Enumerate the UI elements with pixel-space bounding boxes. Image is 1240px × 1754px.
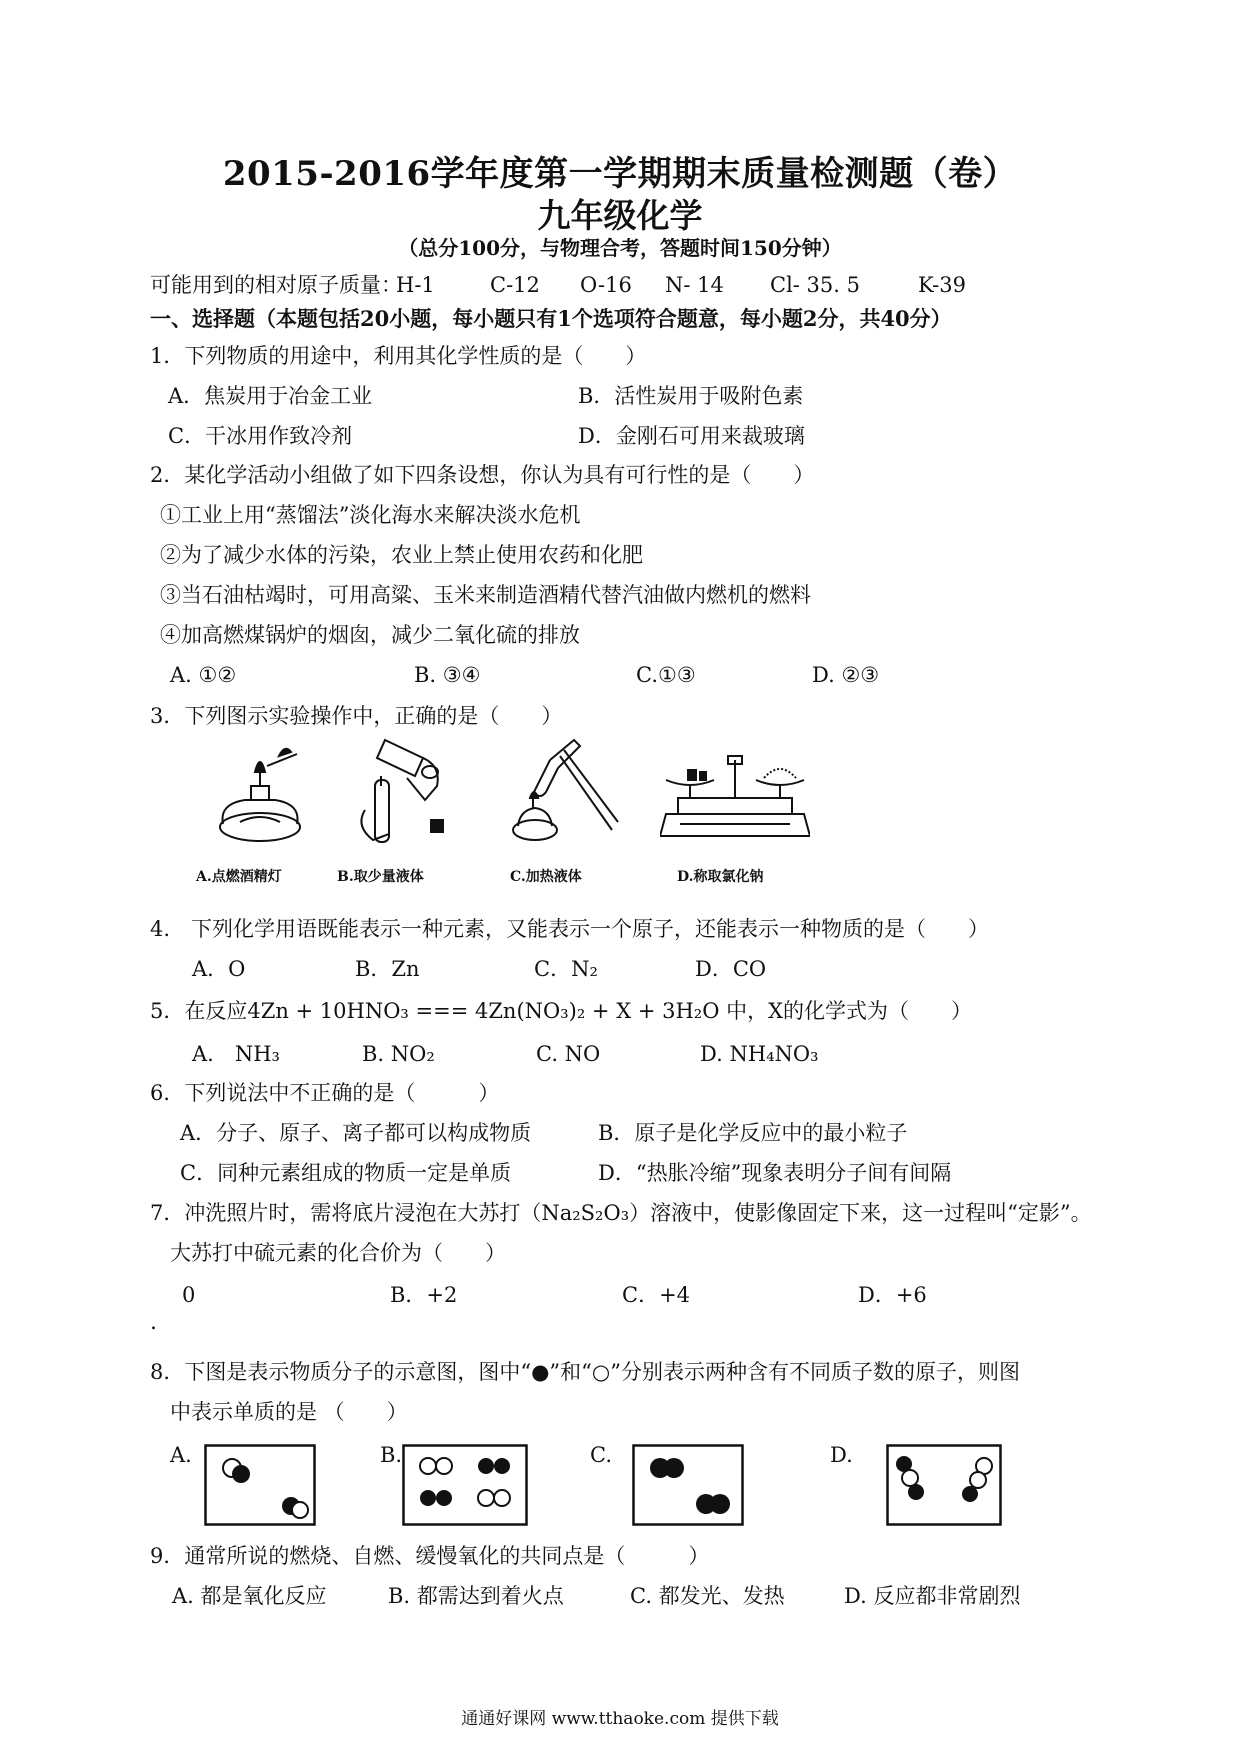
q8-stem-line2: 中表示单质的是 （ ） xyxy=(170,1400,408,1424)
q3-stem: 3．下列图示实验操作中，正确的是（ ） xyxy=(150,704,563,728)
q9-option-b: B. 都需达到着火点 xyxy=(388,1584,564,1608)
footer-text: 通通好课网 www.tthaoke.com 提供下载 xyxy=(461,1709,779,1729)
molecule-box-d xyxy=(886,1444,1002,1526)
atomic-mass-h: H-1 xyxy=(396,273,435,297)
q2-item-4: ④加高燃煤锅炉的烟囱，减少二氧化硫的排放 xyxy=(160,623,580,647)
atomic-mass-cl: Cl- 35. 5 xyxy=(770,273,860,297)
molecule-box-b xyxy=(402,1444,528,1526)
q1-option-d: D．金刚石可用来裁玻璃 xyxy=(578,424,805,448)
q9-option-a: A. 都是氧化反应 xyxy=(172,1584,327,1608)
alcohol-lamp-figure xyxy=(205,742,335,852)
q1-option-c: C．干冰用作致冷剂 xyxy=(168,424,353,448)
q9-stem: 9．通常所说的燃烧、自燃、缓慢氧化的共同点是（ ） xyxy=(150,1544,710,1568)
molecule-box-c xyxy=(632,1444,744,1526)
q1-stem: 1．下列物质的用途中，利用其化学性质的是（ ） xyxy=(150,344,647,368)
pour-liquid-figure xyxy=(345,730,465,855)
q6-option-c: C．同种元素组成的物质一定是单质 xyxy=(180,1161,512,1185)
q4-option-a: A．O xyxy=(192,957,246,981)
section-title: 一、选择题（本题包括20小题，每小题只有1个选项符合题意，每小题2分，共40分） xyxy=(150,306,952,331)
q7-stem-line1: 7．冲洗照片时，需将底片浸泡在大苏打（Na₂S₂O₃）溶液中，使影像固定下来，这一过程叫“定影”。 xyxy=(150,1201,1092,1225)
exam-note: （总分100分，与物理合考，答题时间150分钟） xyxy=(398,236,842,260)
q7-option-c: C．+4 xyxy=(622,1283,691,1307)
q3-caption-c: C.加热液体 xyxy=(510,869,582,885)
q5-option-b: B. NO₂ xyxy=(362,1042,435,1066)
q2-option-a: A. ①② xyxy=(170,663,237,687)
q5-option-a: A. NH₃ xyxy=(192,1042,280,1066)
q7-option-a: 0 xyxy=(182,1283,196,1307)
q7-option-d: D．+6 xyxy=(858,1283,927,1307)
q6-option-b: B．原子是化学反应中的最小粒子 xyxy=(598,1121,908,1145)
q6-stem: 6．下列说法中不正确的是（ ） xyxy=(150,1081,500,1105)
q2-item-3: ③当石油枯竭时，可用高粱、玉米来制造酒精代替汽油做内燃机的燃料 xyxy=(160,583,811,607)
q4-option-c: C．N₂ xyxy=(534,957,598,981)
atomic-mass-o: O-16 xyxy=(580,273,632,297)
q6-option-d: D．“热胀冷缩”现象表明分子间有间隔 xyxy=(598,1161,952,1185)
q2-option-c: C.①③ xyxy=(636,663,696,687)
q5-stem: 5．在反应4Zn + 10HNO₃ === 4Zn(NO₃)₂ + X + 3H₂O 中，X的化学式为（ ） xyxy=(150,999,973,1023)
q4-stem: 4. 下列化学用语既能表示一种元素，又能表示一个原子，还能表示一种物质的是（ ） xyxy=(150,917,990,941)
q2-stem: 2．某化学活动小组做了如下四条设想，你认为具有可行性的是（ ） xyxy=(150,463,815,487)
exam-subtitle: 九年级化学 xyxy=(537,196,703,235)
q3-caption-b: B.取少量液体 xyxy=(337,869,424,885)
atomic-mass-n: N- 14 xyxy=(665,273,724,297)
q1-option-a: A．焦炭用于冶金工业 xyxy=(168,384,373,408)
stray-mark: . xyxy=(150,1310,157,1335)
q8-label-d: D. xyxy=(830,1443,853,1467)
q2-item-2: ②为了减少水体的污染，农业上禁止使用农药和化肥 xyxy=(160,543,643,567)
q8-label-a: A. xyxy=(170,1443,192,1467)
heat-liquid-figure xyxy=(500,730,630,855)
q8-label-b: B. xyxy=(380,1443,403,1467)
atomic-mass-label: 可能用到的相对原子质量： xyxy=(150,273,402,297)
q2-option-d: D. ②③ xyxy=(812,663,880,687)
q5-option-c: C. NO xyxy=(536,1042,601,1066)
atomic-mass-c: C-12 xyxy=(490,273,540,297)
q8-label-c: C. xyxy=(590,1443,612,1467)
q2-option-b: B. ③④ xyxy=(414,663,481,687)
q4-option-d: D．CO xyxy=(695,957,767,981)
q7-option-b: B．+2 xyxy=(390,1283,458,1307)
q3-caption-a: A.点燃酒精灯 xyxy=(196,869,282,885)
balance-figure xyxy=(660,750,810,850)
q5-option-d: D. NH₄NO₃ xyxy=(700,1042,819,1066)
q1-option-b: B．活性炭用于吸附色素 xyxy=(578,384,804,408)
q4-option-b: B．Zn xyxy=(355,957,420,981)
molecule-box-a xyxy=(204,1444,316,1526)
q9-option-d: D. 反应都非常剧烈 xyxy=(844,1584,1021,1608)
q9-option-c: C. 都发光、发热 xyxy=(630,1584,785,1608)
q7-stem-line2: 大苏打中硫元素的化合价为（ ） xyxy=(170,1241,506,1265)
q3-caption-d: D.称取氯化钠 xyxy=(677,869,764,885)
exam-title: 2015-2016学年度第一学期期末质量检测题（卷） xyxy=(222,154,1018,194)
q6-option-a: A．分子、原子、离子都可以构成物质 xyxy=(180,1121,532,1145)
q2-item-1: ①工业上用“蒸馏法”淡化海水来解决淡水危机 xyxy=(160,503,581,527)
atomic-mass-k: K-39 xyxy=(918,273,966,297)
q8-stem-line1: 8．下图是表示物质分子的示意图，图中“●”和“○”分别表示两种含有不同质子数的原子，则图 xyxy=(150,1360,1020,1384)
